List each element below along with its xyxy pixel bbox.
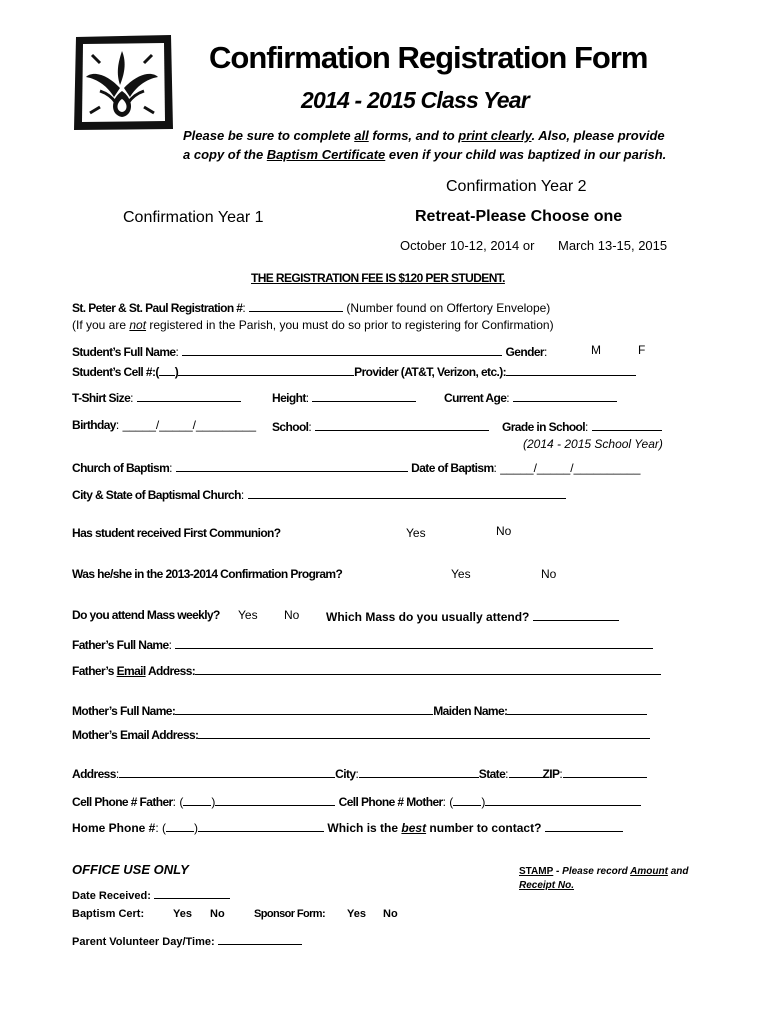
father-name-field[interactable] — [175, 636, 653, 649]
student-name-field[interactable] — [182, 343, 502, 356]
office-use-heading: OFFICE USE ONLY — [72, 862, 189, 877]
provider-field[interactable] — [506, 363, 636, 376]
mother-cell-field[interactable] — [485, 793, 641, 806]
baptism-cert-no[interactable]: No — [210, 908, 225, 920]
registration-number-field[interactable] — [249, 299, 343, 312]
height-field[interactable] — [312, 389, 416, 402]
cell-phones-row: Cell Phone # Father: ( ) Cell Phone # Mother: ( ) — [72, 793, 641, 809]
birthday-row: Birthday: _____/_____/_________ — [72, 418, 257, 432]
mass-weekly-question: Do you attend Mass weekly? — [72, 608, 220, 622]
father-cell-area-code[interactable] — [183, 793, 211, 806]
church-baptism-row: Church of Baptism: Date of Baptism: _____/_____/__________ — [72, 461, 641, 475]
grade-field[interactable] — [592, 418, 662, 431]
school-year-note: (2014 - 2015 School Year) — [523, 437, 663, 451]
confirmation-year-2: Confirmation Year 2 — [446, 178, 587, 195]
parish-registration-row: St. Peter & St. Paul Registration #: (Number found on Offertory Envelope) — [72, 301, 551, 315]
baptismal-city-state-field[interactable] — [248, 486, 566, 499]
instructions-line-2: a copy of the Baptism Certificate even if your child was baptized in our parish. — [183, 147, 667, 162]
current-age-row: Current Age: — [444, 389, 617, 405]
retreat-option-october[interactable]: October 10-12, 2014 or — [400, 238, 535, 253]
class-year: 2014 - 2015 Class Year — [301, 87, 529, 113]
sponsor-form-yes[interactable]: Yes — [347, 908, 366, 920]
address-row: Address: City: State: ZIP: — [72, 765, 647, 781]
volunteer-field[interactable] — [218, 932, 302, 945]
student-cell-field[interactable] — [178, 363, 354, 376]
birthday-field[interactable]: _____/_____/_________ — [122, 418, 257, 432]
father-email-row: Father’s Email Address: — [72, 662, 661, 678]
tshirt-size-field[interactable] — [137, 389, 241, 402]
home-phone-row: Home Phone #: ( ) Which is the best number to contact? — [72, 819, 623, 835]
baptismal-city-row: City & State of Baptismal Church: — [72, 486, 566, 502]
address-field[interactable] — [119, 765, 335, 778]
which-mass-field[interactable] — [533, 608, 619, 621]
mother-email-field[interactable] — [198, 726, 650, 739]
first-communion-question: Has student received First Communion? — [72, 526, 281, 540]
student-cell-row: Student’s Cell #:( ) Provider (AT&T, Verizon, etc.): — [72, 363, 636, 379]
gender-f-option[interactable]: F — [638, 343, 646, 357]
confirmation-year-1: Confirmation Year 1 — [123, 209, 264, 226]
student-name-row: Student’s Full Name: Gender: — [72, 345, 548, 359]
date-received-field[interactable] — [154, 886, 230, 899]
stamp-instructions: STAMP - Please record Amount and Receipt No. — [519, 866, 689, 891]
dove-flame-icon — [70, 33, 175, 131]
mother-name-field[interactable] — [175, 702, 433, 715]
sponsor-form-no[interactable]: No — [383, 908, 398, 920]
zip-field[interactable] — [563, 765, 647, 778]
best-number-field[interactable] — [545, 819, 623, 832]
school-field[interactable] — [315, 418, 489, 431]
mother-email-row: Mother’s Email Address: — [72, 726, 650, 742]
mass-weekly-no[interactable]: No — [284, 608, 300, 622]
mass-weekly-yes[interactable]: Yes — [238, 608, 258, 622]
volunteer-row: Parent Volunteer Day/Time: — [72, 932, 302, 948]
church-of-baptism-field[interactable] — [176, 459, 408, 472]
which-mass-row: Which Mass do you usually attend? — [326, 608, 619, 624]
previous-program-question: Was he/she in the 2013-2014 Confirmation Program? — [72, 567, 343, 581]
previous-program-no[interactable]: No — [541, 567, 557, 581]
home-phone-area-code[interactable] — [166, 819, 194, 832]
first-communion-no[interactable]: No — [496, 524, 512, 538]
home-phone-field[interactable] — [198, 819, 324, 832]
baptism-cert-label: Baptism Cert: — [72, 908, 145, 920]
page-title: Confirmation Registration Form — [209, 40, 648, 75]
father-cell-field[interactable] — [215, 793, 335, 806]
fee-notice: THE REGISTRATION FEE IS $120 PER STUDENT. — [251, 271, 505, 285]
logo — [70, 33, 175, 131]
first-communion-yes[interactable]: Yes — [406, 526, 426, 540]
school-row: School: — [272, 418, 489, 434]
father-name-row: Father’s Full Name: — [72, 636, 653, 652]
grade-row: Grade in School: — [502, 418, 662, 434]
mother-name-row: Mother’s Full Name: Maiden Name: — [72, 702, 647, 718]
previous-program-yes[interactable]: Yes — [451, 567, 471, 581]
current-age-field[interactable] — [513, 389, 617, 402]
student-cell-area-code[interactable] — [159, 363, 175, 376]
maiden-name-field[interactable] — [507, 702, 647, 715]
baptism-cert-yes[interactable]: Yes — [173, 908, 192, 920]
mother-cell-area-code[interactable] — [453, 793, 481, 806]
father-email-field[interactable] — [195, 662, 661, 675]
tshirt-row: T-Shirt Size: — [72, 389, 241, 405]
height-row: Height: — [272, 389, 416, 405]
retreat-heading: Retreat-Please Choose one — [415, 208, 623, 225]
gender-m-option[interactable]: M — [591, 343, 601, 357]
parish-note: (If you are not registered in the Parish, you must do so prior to registering for Confirmation) — [72, 318, 554, 332]
instructions-line-1: Please be sure to complete all forms, and to print clearly. Also, please provide — [183, 128, 665, 143]
city-field[interactable] — [359, 765, 479, 778]
retreat-option-march[interactable]: March 13-15, 2015 — [558, 238, 668, 253]
sponsor-form-label: Sponsor Form: — [254, 908, 326, 920]
date-of-baptism-field[interactable]: _____/_____/__________ — [500, 461, 641, 475]
state-field[interactable] — [509, 765, 543, 778]
date-received-row: Date Received: — [72, 886, 230, 902]
